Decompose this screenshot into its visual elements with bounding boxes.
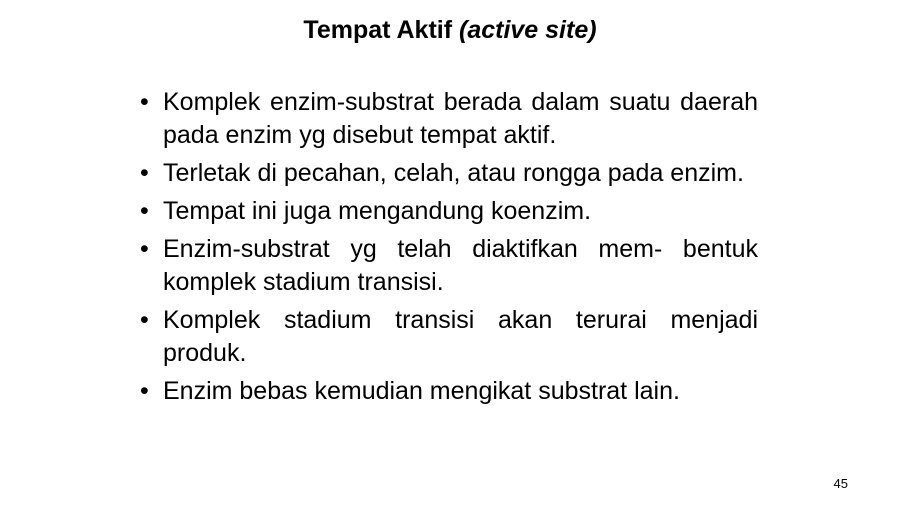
bullet-dot-icon: • xyxy=(140,88,149,116)
slide-title-main: Tempat Aktif xyxy=(303,16,459,44)
bullet-list xyxy=(138,86,758,413)
slide-title-italic: (active site) xyxy=(459,16,597,44)
bullet-item xyxy=(138,304,758,370)
bullet-text: Tempat ini juga mengandung koenzim. xyxy=(163,197,592,225)
bullet-text: Komplek stadium transisi akan terurai menjadi produk. xyxy=(163,306,758,367)
bullet-dot-icon: • xyxy=(140,159,149,187)
bullet-dot-icon: • xyxy=(140,197,149,225)
bullet-item xyxy=(138,375,758,408)
bullet-text: Terletak di pecahan, celah, atau rongga pada enzim. xyxy=(163,159,744,187)
bullet-dot-icon: • xyxy=(140,235,149,263)
page-number: 45 xyxy=(833,476,848,491)
bullet-item xyxy=(138,195,758,228)
slide-title xyxy=(0,14,900,46)
bullet-item xyxy=(138,86,758,152)
bullet-dot-icon: • xyxy=(140,377,149,405)
bullet-text: Enzim bebas kemudian mengikat substrat lain. xyxy=(163,377,680,405)
bullet-item xyxy=(138,157,758,190)
bullet-text: Komplek enzim-substrat berada dalam suatu daerah pada enzim yg disebut tempat aktif. xyxy=(163,88,758,149)
bullet-text: Enzim-substrat yg telah diaktifkan mem- bentuk komplek stadium transisi. xyxy=(163,235,758,296)
bullet-dot-icon: • xyxy=(140,306,149,334)
bullet-item xyxy=(138,233,758,299)
